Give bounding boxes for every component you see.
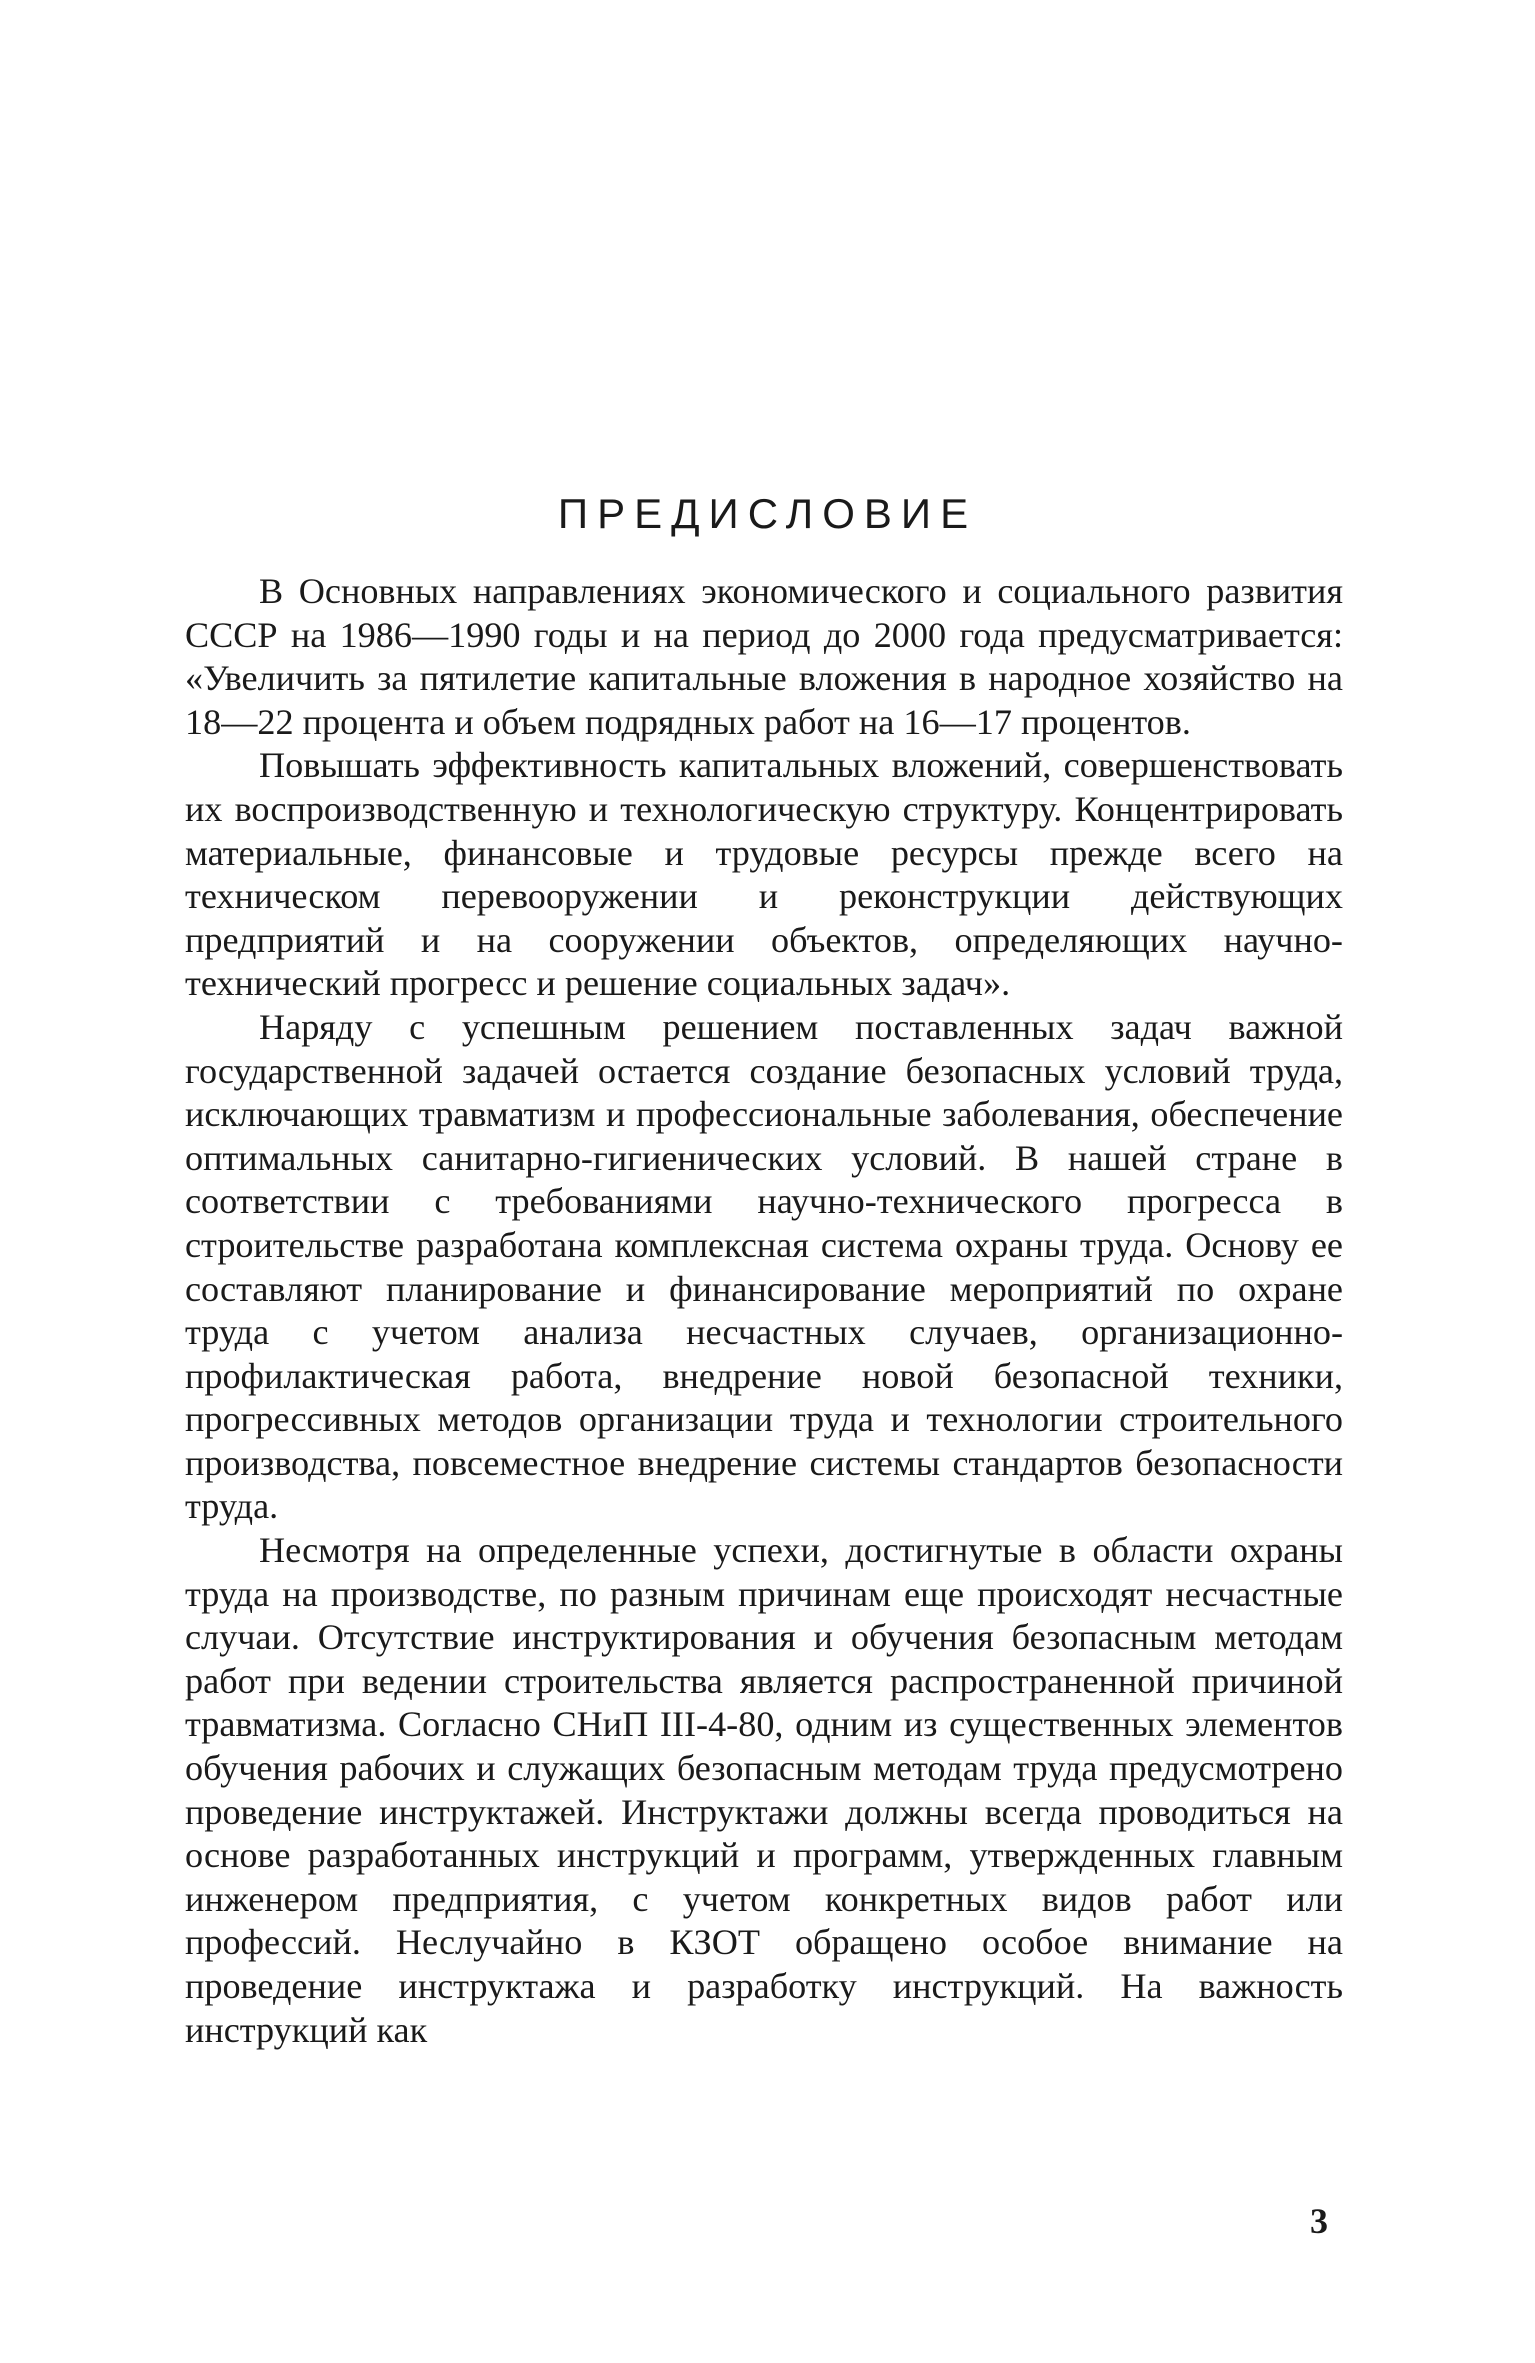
paragraph-4: Несмотря на определенные успехи, достигнутые в области охраны труда на производстве, по разным причинам еще происходят несчастные случаи. Отсутствие инструктирования и обучения безопасным методам работ при ведении строительства является распространенной причиной травматизма. Согласно СНиП III-4-80, одним из существенных элементов обучения рабочих и служащих безопасным методам труда предусмотрено проведение инструктажей. Инструктажи должны всегда проводиться на основе разработанных инструкций и программ, утвержденных главным инженером предприятия, с учетом конкретных видов работ или профессий. Неслучайно в КЗОТ обращено особое внимание на проведение инструктажа и разработку инструкций. На важность инструкций как — [185, 1530, 1343, 2050]
paragraph-2: Повышать эффективность капитальных вложений, совершенствовать их воспроизводственную и технологическую структуру. Концентрировать материальные, финансовые и трудовые ресурсы прежде всего на техническом перевооружении и реконструкции действующих предприятий и на сооружении объектов, определяющих научно-технический прогресс и решение социальных задач». — [185, 745, 1343, 1004]
page-title: ПРЕДИСЛОВИЕ — [557, 490, 978, 537]
paragraph-3: Наряду с успешным решением поставленных задач важной государственной задачей остается создание безопасных условий труда, исключающих травматизм и профессиональные заболевания, обеспечение оптимальных санитарно-гигиенических условий. В нашей стране в соответствии с требованиями научно-технического прогресса в строительстве разработана комплексная система охраны труда. Основу ее составляют планирование и финансирование мероприятий по охране труда с учетом анализа несчастных случаев, организационно-профилактическая работа, внедрение новой безопасной техники, прогрессивных методов организации труда и технологии строительного производства, повсеместное внедрение системы стандартов безопасности труда. — [185, 1006, 1343, 1527]
page-number: 3 — [1310, 2201, 1328, 2241]
body-text — [185, 570, 1343, 2052]
paragraph-1: В Основных направлениях экономического и социального развития СССР на 1986—1990 годы и на период до 2000 года предусматривается: «Увеличить за пятилетие капитальные вложения в народное хозяйство на 18—22 процента и объем подрядных работ на 16—17 процентов. — [185, 571, 1343, 742]
